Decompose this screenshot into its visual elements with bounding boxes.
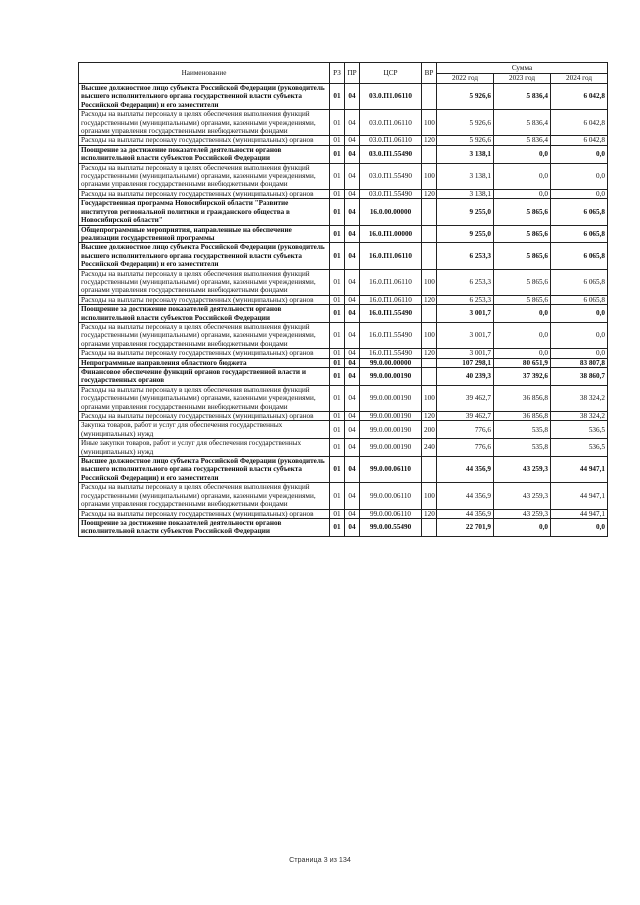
row-2024-value: 6 042,8 — [551, 110, 608, 136]
row-vr-cell: 100 — [422, 163, 437, 189]
row-2024-value: 0,0 — [551, 322, 608, 348]
row-name-cell: Расходы на выплаты персоналу государственных (муниципальных) органов — [79, 412, 330, 421]
row-2022-value: 3 001,7 — [437, 349, 494, 358]
table-row — [79, 358, 608, 367]
row-csr-cell: 99.0.00.00000 — [360, 358, 422, 367]
row-2022-value: 44 356,9 — [437, 483, 494, 509]
row-name-cell: Непрограммные направления областного бюджета — [79, 358, 330, 367]
row-pr-cell: 04 — [345, 368, 360, 386]
row-2023-value: 36 856,8 — [494, 385, 551, 411]
row-csr-cell: 16.0.П1.06110 — [360, 243, 422, 269]
row-pr-cell: 04 — [345, 243, 360, 269]
table-row — [79, 84, 608, 110]
row-csr-cell: 99.0.00.06110 — [360, 483, 422, 509]
table-row — [79, 295, 608, 304]
row-rz-cell: 01 — [330, 84, 345, 110]
row-2022-value: 44 356,9 — [437, 457, 494, 483]
row-vr-cell: 100 — [422, 322, 437, 348]
row-vr-cell: 120 — [422, 349, 437, 358]
row-vr-cell: 100 — [422, 269, 437, 295]
row-pr-cell: 04 — [345, 269, 360, 295]
budget-table — [78, 62, 608, 537]
row-name-cell: Поощрение за достижение показателей деятельности органов исполнительной власти субъектов Российской Федерации — [79, 145, 330, 163]
row-2023-value: 36 856,8 — [494, 412, 551, 421]
row-2022-value: 9 255,0 — [437, 199, 494, 225]
row-csr-cell: 99.0.00.55490 — [360, 518, 422, 536]
row-rz-cell: 01 — [330, 189, 345, 198]
row-name-cell: Финансовое обеспечение функций органов государственной власти и государственных органов — [79, 368, 330, 386]
page-number: Страница 3 из 134 — [289, 855, 351, 864]
row-2023-value: 0,0 — [494, 189, 551, 198]
row-rz-cell: 01 — [330, 439, 345, 457]
row-csr-cell: 03.0.П1.55490 — [360, 145, 422, 163]
row-pr-cell: 04 — [345, 518, 360, 536]
row-2024-value: 38 324,2 — [551, 385, 608, 411]
row-pr-cell: 04 — [345, 225, 360, 243]
row-2024-value: 6 065,8 — [551, 199, 608, 225]
row-pr-cell: 04 — [345, 457, 360, 483]
row-2023-value: 0,0 — [494, 349, 551, 358]
row-rz-cell: 01 — [330, 457, 345, 483]
row-csr-cell: 99.0.00.06110 — [360, 457, 422, 483]
row-2023-value: 5 865,6 — [494, 243, 551, 269]
row-name-cell: Общепрограммные мероприятия, направленные на обеспечение реализации государственной программы — [79, 225, 330, 243]
table-row — [79, 349, 608, 358]
row-rz-cell: 01 — [330, 199, 345, 225]
row-pr-cell: 04 — [345, 84, 360, 110]
row-2024-value: 536,5 — [551, 439, 608, 457]
table-row — [79, 509, 608, 518]
row-pr-cell: 04 — [345, 305, 360, 323]
row-2024-value: 83 807,8 — [551, 358, 608, 367]
row-2023-value: 80 651,9 — [494, 358, 551, 367]
row-pr-cell: 04 — [345, 509, 360, 518]
row-rz-cell: 01 — [330, 509, 345, 518]
row-2022-value: 3 138,1 — [437, 145, 494, 163]
row-rz-cell: 01 — [330, 322, 345, 348]
row-rz-cell: 01 — [330, 295, 345, 304]
table-row — [79, 136, 608, 145]
row-2022-value: 6 253,3 — [437, 269, 494, 295]
row-csr-cell: 16.0.П1.06110 — [360, 269, 422, 295]
row-name-cell: Расходы на выплаты персоналу государственных (муниципальных) органов — [79, 349, 330, 358]
table-row — [79, 412, 608, 421]
row-pr-cell: 04 — [345, 358, 360, 367]
row-vr-cell: 120 — [422, 189, 437, 198]
row-pr-cell: 04 — [345, 110, 360, 136]
header-year-2024: 2024 год — [551, 74, 608, 84]
table-row — [79, 305, 608, 323]
row-rz-cell: 01 — [330, 358, 345, 367]
row-2024-value: 6 042,8 — [551, 136, 608, 145]
row-2023-value: 0,0 — [494, 163, 551, 189]
table-row — [79, 269, 608, 295]
row-name-cell: Государственная программа Новосибирской области "Развитие институтов региональной политики и гражданского общества в Новосибирской области" — [79, 199, 330, 225]
row-name-cell: Расходы на выплаты персоналу государственных (муниципальных) органов — [79, 509, 330, 518]
row-2024-value: 536,5 — [551, 421, 608, 439]
row-2023-value: 5 865,6 — [494, 269, 551, 295]
row-csr-cell: 99.0.00.00190 — [360, 368, 422, 386]
row-name-cell: Расходы на выплаты персоналу в целях обеспечения выполнения функций государственными (муниципальными) органами, казенными учреждениями, органами управления государственными внебюджетными фондами — [79, 483, 330, 509]
table-row — [79, 243, 608, 269]
row-2023-value: 5 865,6 — [494, 295, 551, 304]
row-pr-cell: 04 — [345, 421, 360, 439]
header-pr: ПР — [345, 63, 360, 84]
row-2024-value: 6 065,8 — [551, 225, 608, 243]
row-pr-cell: 04 — [345, 385, 360, 411]
row-csr-cell: 99.0.00.06110 — [360, 509, 422, 518]
row-name-cell: Высшее должностное лицо субъекта Российской Федерации (руководитель высшего исполнительного органа государственной власти субъекта Российской Федерации) и его заместители — [79, 243, 330, 269]
row-vr-cell: 200 — [422, 421, 437, 439]
row-pr-cell: 04 — [345, 189, 360, 198]
row-rz-cell: 01 — [330, 305, 345, 323]
row-2023-value: 5 836,4 — [494, 84, 551, 110]
row-2024-value: 6 065,8 — [551, 243, 608, 269]
table-row — [79, 225, 608, 243]
row-name-cell: Расходы на выплаты персоналу государственных (муниципальных) органов — [79, 136, 330, 145]
row-csr-cell: 99.0.00.00190 — [360, 421, 422, 439]
row-2023-value: 535,8 — [494, 439, 551, 457]
row-pr-cell: 04 — [345, 322, 360, 348]
row-rz-cell: 01 — [330, 145, 345, 163]
row-vr-cell: 100 — [422, 385, 437, 411]
row-vr-cell — [422, 518, 437, 536]
row-pr-cell: 04 — [345, 483, 360, 509]
row-2022-value: 107 298,1 — [437, 358, 494, 367]
row-csr-cell: 16.0.П1.06110 — [360, 295, 422, 304]
row-name-cell: Расходы на выплаты персоналу в целях обеспечения выполнения функций государственными (муниципальными) органами, казенными учреждениями, органами управления государственными внебюджетными фондами — [79, 322, 330, 348]
row-name-cell: Расходы на выплаты персоналу в целях обеспечения выполнения функций государственными (муниципальными) органами, казенными учреждениями, органами управления государственными внебюджетными фондами — [79, 385, 330, 411]
row-2023-value: 43 259,3 — [494, 483, 551, 509]
row-2023-value: 535,8 — [494, 421, 551, 439]
table-row — [79, 110, 608, 136]
row-pr-cell: 04 — [345, 199, 360, 225]
row-2023-value: 0,0 — [494, 305, 551, 323]
row-vr-cell — [422, 243, 437, 269]
header-vr: ВР — [422, 63, 437, 84]
row-2024-value: 0,0 — [551, 518, 608, 536]
row-2022-value: 5 926,6 — [437, 136, 494, 145]
table-row — [79, 457, 608, 483]
table-row — [79, 199, 608, 225]
row-csr-cell: 16.0.00.00000 — [360, 199, 422, 225]
row-csr-cell: 16.0.П1.00000 — [360, 225, 422, 243]
row-2024-value: 0,0 — [551, 145, 608, 163]
row-pr-cell: 04 — [345, 136, 360, 145]
row-2024-value: 0,0 — [551, 305, 608, 323]
row-rz-cell: 01 — [330, 412, 345, 421]
row-vr-cell: 240 — [422, 439, 437, 457]
row-2023-value: 5 836,4 — [494, 110, 551, 136]
table-row — [79, 439, 608, 457]
row-rz-cell: 01 — [330, 269, 345, 295]
row-pr-cell: 04 — [345, 439, 360, 457]
row-2022-value: 44 356,9 — [437, 509, 494, 518]
row-rz-cell: 01 — [330, 385, 345, 411]
header-rz: РЗ — [330, 63, 345, 84]
row-csr-cell: 03.0.П1.06110 — [360, 84, 422, 110]
row-2022-value: 40 239,3 — [437, 368, 494, 386]
header-year-2022: 2022 год — [437, 74, 494, 84]
row-vr-cell: 100 — [422, 110, 437, 136]
row-vr-cell — [422, 199, 437, 225]
header-csr: ЦСР — [360, 63, 422, 84]
row-2022-value: 3 138,1 — [437, 189, 494, 198]
row-vr-cell: 120 — [422, 509, 437, 518]
row-rz-cell: 01 — [330, 518, 345, 536]
row-csr-cell: 99.0.00.00190 — [360, 439, 422, 457]
row-csr-cell: 03.0.П1.55490 — [360, 189, 422, 198]
row-vr-cell: 120 — [422, 136, 437, 145]
row-vr-cell — [422, 84, 437, 110]
table-row — [79, 163, 608, 189]
row-2024-value: 38 324,2 — [551, 412, 608, 421]
table-row — [79, 145, 608, 163]
row-2022-value: 5 926,6 — [437, 110, 494, 136]
row-rz-cell: 01 — [330, 225, 345, 243]
row-2022-value: 39 462,7 — [437, 412, 494, 421]
row-2022-value: 3 138,1 — [437, 163, 494, 189]
row-vr-cell — [422, 457, 437, 483]
row-name-cell: Поощрение за достижение показателей деятельности органов исполнительной власти субъектов Российской Федерации — [79, 305, 330, 323]
row-2023-value: 37 392,6 — [494, 368, 551, 386]
row-2022-value: 39 462,7 — [437, 385, 494, 411]
row-vr-cell: 120 — [422, 412, 437, 421]
row-csr-cell: 99.0.00.00190 — [360, 412, 422, 421]
header-name: Наименование — [79, 63, 330, 84]
row-csr-cell: 03.0.П1.55490 — [360, 163, 422, 189]
table-row — [79, 483, 608, 509]
table-body — [79, 84, 608, 537]
row-2024-value: 0,0 — [551, 163, 608, 189]
row-vr-cell — [422, 145, 437, 163]
row-pr-cell: 04 — [345, 412, 360, 421]
row-csr-cell: 16.0.П1.55490 — [360, 322, 422, 348]
row-2023-value: 5 865,6 — [494, 199, 551, 225]
row-2023-value: 0,0 — [494, 145, 551, 163]
row-name-cell: Иные закупки товаров, работ и услуг для обеспечения государственных (муниципальных) нужд — [79, 439, 330, 457]
row-2024-value: 6 065,8 — [551, 269, 608, 295]
table-row — [79, 385, 608, 411]
row-2024-value: 38 860,7 — [551, 368, 608, 386]
row-vr-cell — [422, 368, 437, 386]
row-2022-value: 776,6 — [437, 421, 494, 439]
row-name-cell: Расходы на выплаты персоналу государственных (муниципальных) органов — [79, 189, 330, 198]
row-2022-value: 9 255,0 — [437, 225, 494, 243]
table-row — [79, 518, 608, 536]
row-name-cell: Высшее должностное лицо субъекта Российской Федерации (руководитель высшего исполнительного органа государственной власти субъекта Российской Федерации) и его заместители — [79, 84, 330, 110]
row-csr-cell: 99.0.00.00190 — [360, 385, 422, 411]
row-rz-cell: 01 — [330, 349, 345, 358]
row-rz-cell: 01 — [330, 243, 345, 269]
row-2022-value: 5 926,6 — [437, 84, 494, 110]
row-pr-cell: 04 — [345, 145, 360, 163]
row-2024-value: 44 947,1 — [551, 509, 608, 518]
row-2022-value: 22 701,9 — [437, 518, 494, 536]
row-csr-cell: 03.0.П1.06110 — [360, 110, 422, 136]
row-2023-value: 43 259,3 — [494, 509, 551, 518]
table-row — [79, 368, 608, 386]
row-rz-cell: 01 — [330, 483, 345, 509]
row-2023-value: 0,0 — [494, 518, 551, 536]
row-name-cell: Расходы на выплаты персоналу в целях обеспечения выполнения функций государственными (муниципальными) органами, казенными учреждениями, органами управления государственными внебюджетными фондами — [79, 163, 330, 189]
row-name-cell: Поощрение за достижение показателей деятельности органов исполнительной власти субъектов Российской Федерации — [79, 518, 330, 536]
row-vr-cell — [422, 358, 437, 367]
row-2023-value: 5 836,4 — [494, 136, 551, 145]
row-vr-cell: 100 — [422, 483, 437, 509]
row-name-cell: Расходы на выплаты персоналу в целях обеспечения выполнения функций государственными (муниципальными) органами, казенными учреждениями, органами управления государственными внебюджетными фондами — [79, 110, 330, 136]
header-sum: Сумма — [437, 63, 608, 74]
table-row — [79, 189, 608, 198]
row-2023-value: 5 865,6 — [494, 225, 551, 243]
row-2022-value: 776,6 — [437, 439, 494, 457]
row-2024-value: 0,0 — [551, 189, 608, 198]
row-name-cell: Высшее должностное лицо субъекта Российской Федерации (руководитель высшего исполнительного органа государственной власти субъекта Российской Федерации) и его заместители — [79, 457, 330, 483]
row-2024-value: 0,0 — [551, 349, 608, 358]
row-rz-cell: 01 — [330, 163, 345, 189]
row-pr-cell: 04 — [345, 163, 360, 189]
row-rz-cell: 01 — [330, 110, 345, 136]
row-name-cell: Расходы на выплаты персоналу государственных (муниципальных) органов — [79, 295, 330, 304]
row-name-cell: Расходы на выплаты персоналу в целях обеспечения выполнения функций государственными (муниципальными) органами, казенными учреждениями, органами управления государственными внебюджетными фондами — [79, 269, 330, 295]
row-rz-cell: 01 — [330, 136, 345, 145]
row-name-cell: Закупка товаров, работ и услуг для обеспечения государственных (муниципальных) нужд — [79, 421, 330, 439]
row-pr-cell: 04 — [345, 349, 360, 358]
table-header — [79, 63, 608, 84]
row-2024-value: 6 065,8 — [551, 295, 608, 304]
table-row — [79, 421, 608, 439]
row-csr-cell: 16.0.П1.55490 — [360, 349, 422, 358]
row-csr-cell: 03.0.П1.06110 — [360, 136, 422, 145]
row-rz-cell: 01 — [330, 421, 345, 439]
row-2022-value: 6 253,3 — [437, 295, 494, 304]
row-vr-cell — [422, 305, 437, 323]
row-2024-value: 6 042,8 — [551, 84, 608, 110]
row-2022-value: 6 253,3 — [437, 243, 494, 269]
row-2022-value: 3 001,7 — [437, 305, 494, 323]
row-2024-value: 44 947,1 — [551, 483, 608, 509]
row-rz-cell: 01 — [330, 368, 345, 386]
row-csr-cell: 16.0.П1.55490 — [360, 305, 422, 323]
row-2022-value: 3 001,7 — [437, 322, 494, 348]
header-year-2023: 2023 год — [494, 74, 551, 84]
row-vr-cell: 120 — [422, 295, 437, 304]
row-2023-value: 0,0 — [494, 322, 551, 348]
row-pr-cell: 04 — [345, 295, 360, 304]
row-2024-value: 44 947,1 — [551, 457, 608, 483]
row-vr-cell — [422, 225, 437, 243]
row-2023-value: 43 259,3 — [494, 457, 551, 483]
table-row — [79, 322, 608, 348]
